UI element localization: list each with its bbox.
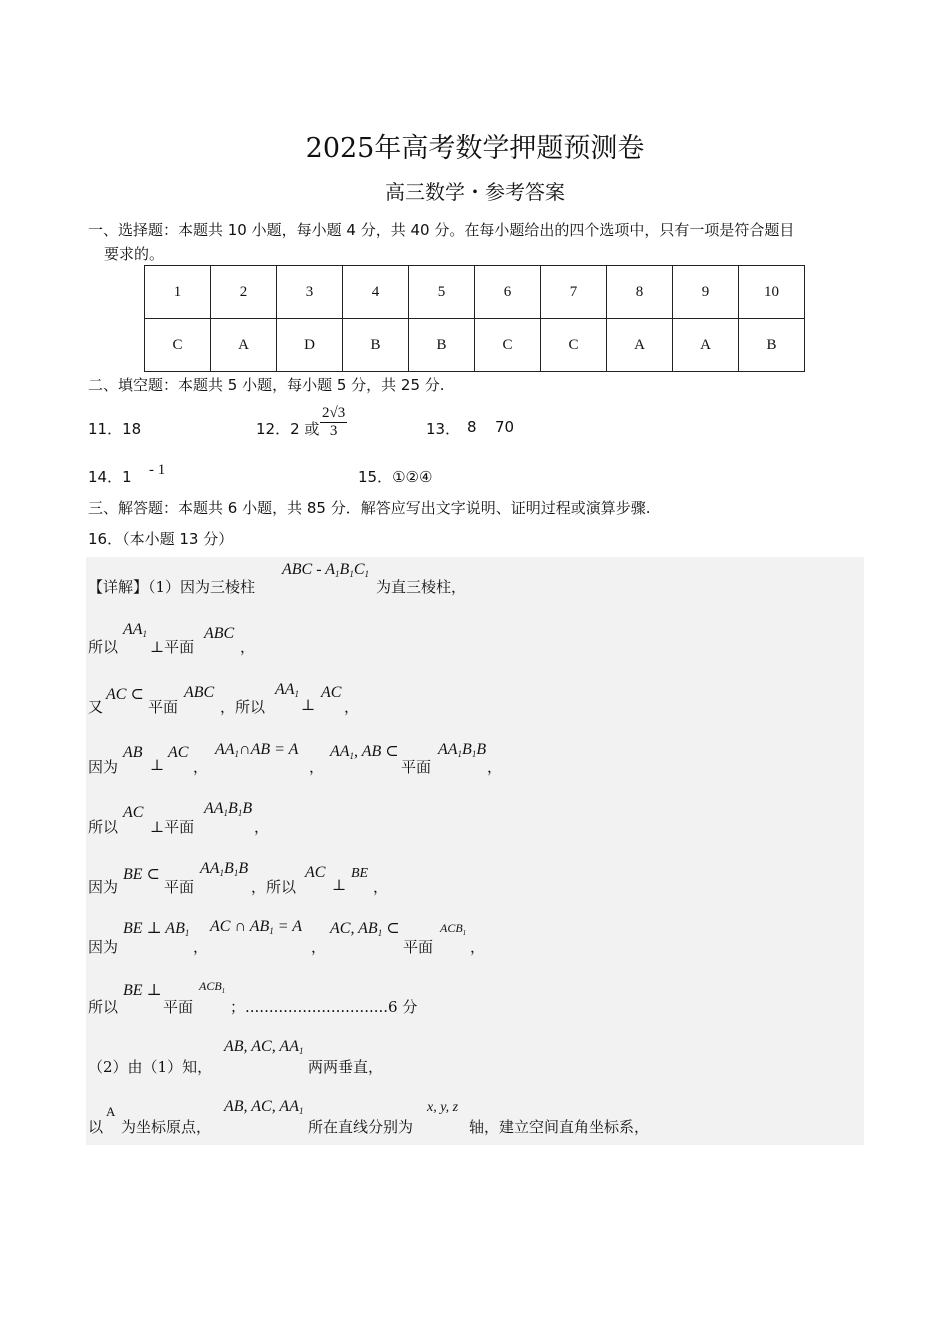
detail-line8-math: BE ⊥ — [123, 982, 162, 999]
table-cell: 7 — [541, 266, 607, 319]
table-cell: C — [145, 319, 211, 372]
detail-line5-math2 — [204, 800, 252, 818]
detail-line5-suffix: ， — [254, 818, 270, 836]
detail-line9-prefix: （2）由（1）知， — [88, 1058, 213, 1076]
detail-line1-math — [282, 561, 369, 579]
detail-line6-math4: BE — [351, 866, 369, 881]
detail-line10-math3: x, y, z — [427, 1100, 459, 1115]
math-subscript: 1 — [298, 1106, 304, 1116]
table-cell: C — [475, 319, 541, 372]
detail-line7-plane: 平面 — [403, 938, 434, 956]
section3-heading: 三、解答题：本题共 6 小题，共 85 分．解答应写出文字说明、证明过程或演算步骤. — [88, 499, 651, 517]
detail-line3-perp: ⊥ — [301, 696, 316, 714]
answer-q13-a: 8 — [467, 418, 477, 436]
detail-line3-prefix: 又 — [88, 698, 104, 716]
math-subscript: 1 — [298, 1046, 304, 1056]
detail-line4-suffix: ， — [487, 758, 503, 776]
math-subscript: 1 — [462, 929, 467, 937]
table-row-numbers — [145, 266, 805, 319]
detail-line6-mid: ，所以 — [251, 878, 297, 896]
table-cell: 8 — [607, 266, 673, 319]
detail-line8-prefix: 所以 — [88, 998, 119, 1016]
math-subscript: 1 — [233, 868, 239, 878]
answer-q14-extra: - 1 — [149, 462, 166, 478]
detail-line5-perp: ⊥平面 — [150, 818, 195, 836]
table-cell: B — [409, 319, 475, 372]
detail-line9-math — [224, 1038, 303, 1056]
answer-q12: 12．2 或 — [256, 420, 320, 438]
math-text: BE ⊥ AB — [123, 920, 185, 937]
table-cell: B — [739, 319, 805, 372]
detail-line2-perp: ⊥平面 — [150, 638, 195, 656]
detail-line6-math3: AC — [305, 864, 326, 881]
math-text: AA — [200, 860, 220, 877]
math-text: AA — [215, 741, 235, 758]
detail-line7-prefix: 因为 — [88, 938, 119, 956]
math-text: AA — [275, 681, 295, 698]
detail-line3-math4: AC — [321, 684, 342, 701]
detail-line8-math2 — [199, 979, 225, 995]
detail-line2-math — [123, 621, 147, 639]
answer-table — [144, 265, 805, 372]
detail-line3-math3 — [275, 681, 299, 699]
detail-line4-comma2: ， — [309, 758, 325, 776]
detail-line5-math: AC — [123, 804, 144, 821]
detail-line10-math2 — [224, 1098, 303, 1116]
math-text: AA — [438, 741, 458, 758]
detail-line6-perp: ⊥ — [332, 876, 347, 894]
detail-line1-suffix: 为直三棱柱， — [376, 578, 467, 596]
math-text: ∩AB = A — [239, 741, 299, 758]
section2-heading: 二、填空题：本题共 5 小题，每小题 5 分，共 25 分. — [88, 376, 445, 394]
detail-line4-math3 — [215, 741, 298, 759]
math-subscript: 1 — [364, 569, 369, 579]
answer-q13-b: 70 — [495, 418, 515, 436]
math-subscript: 1 — [349, 751, 355, 761]
detail-line8-plane: 平面 — [163, 998, 194, 1016]
math-subscript: 1 — [269, 926, 274, 936]
math-text: AC, AB — [330, 920, 378, 937]
detail-line8-suffix: ；..............................6 分 — [230, 998, 418, 1016]
detail-line6-suffix: ， — [373, 878, 389, 896]
detail-line7-math2 — [210, 918, 302, 936]
page-title: 2025年高考数学押题预测卷 — [305, 133, 645, 164]
detail-line10-mid: 为坐标原点， — [121, 1118, 212, 1136]
math-text: , AB ⊂ — [354, 743, 399, 760]
table-cell: B — [343, 319, 409, 372]
page-subtitle: 高三数学・参考答案 — [385, 180, 565, 204]
detail-line10-math: A — [106, 1104, 116, 1119]
math-text: AA — [123, 621, 143, 638]
detail-line7-math1 — [123, 918, 189, 938]
detail-line3-math: AC ⊂ — [106, 686, 144, 703]
math-text: B — [476, 741, 487, 758]
table-cell: A — [673, 319, 739, 372]
detail-line3-mid: ，所以 — [220, 698, 266, 716]
detail-line5-prefix: 所以 — [88, 818, 119, 836]
table-cell: 4 — [343, 266, 409, 319]
math-text: AB, AC, AA — [224, 1098, 299, 1115]
detail-line4-math4 — [330, 741, 399, 761]
table-cell: 5 — [409, 266, 475, 319]
detail-line7-suffix: ， — [470, 938, 486, 956]
detail-line2-math2: ABC — [204, 625, 235, 642]
table-row-answers — [145, 319, 805, 372]
detail-line1-prefix: 【详解】（1）因为三棱柱 — [88, 578, 256, 596]
detail-line4-comma: ， — [193, 758, 209, 776]
detail-line10-prefix: 以 — [88, 1118, 104, 1136]
table-cell: C — [541, 319, 607, 372]
table-cell: A — [607, 319, 673, 372]
math-subscript: 1 — [335, 569, 340, 579]
math-subscript: 1 — [234, 749, 240, 759]
section1-heading-line2: 要求的。 — [104, 245, 165, 263]
math-subscript: 1 — [457, 749, 463, 759]
math-text: B — [238, 860, 249, 877]
math-text: B — [242, 800, 253, 817]
math-text: ACB — [440, 921, 463, 935]
question16-heading: 16．（本小题 13 分） — [88, 530, 234, 548]
math-subscript: 1 — [237, 808, 243, 818]
math-subscript: 1 — [142, 629, 148, 639]
detail-line2-prefix: 所以 — [88, 638, 119, 656]
detail-line3-plane: 平面 — [148, 698, 179, 716]
math-text: B — [339, 561, 350, 578]
detail-line6-prefix: 因为 — [88, 878, 119, 896]
table-cell: 3 — [277, 266, 343, 319]
fraction — [320, 405, 347, 440]
math-text: B — [462, 741, 472, 758]
math-text: ⊂ — [386, 920, 400, 937]
fraction-numerator: 2√3 — [322, 405, 346, 421]
detail-line6-math: BE ⊂ — [123, 866, 160, 883]
answer-q14: 14．1 — [88, 468, 132, 486]
section1-heading-line1: 一、选择题：本题共 10 小题，每小题 4 分，共 40 分。在每小题给出的四个选项中，只有一项是符合题目 — [88, 221, 795, 239]
math-text: = A — [277, 918, 303, 935]
table-cell: D — [277, 319, 343, 372]
detail-line7-math3 — [330, 918, 400, 938]
math-subscript: 1 — [471, 749, 477, 759]
table-cell: 9 — [673, 266, 739, 319]
math-text: ABC - A — [282, 561, 336, 578]
detail-line10-mid2: 所在直线分别为 — [308, 1118, 414, 1136]
math-subscript: 1 — [221, 987, 226, 995]
detail-line7-comma2: ， — [311, 938, 327, 956]
detail-line4-math1: AB — [123, 744, 143, 761]
math-subscript: 1 — [219, 868, 225, 878]
answer-q15: 15．①②④ — [358, 468, 433, 486]
detail-line4-math2: AC — [168, 744, 189, 761]
fraction-denominator: 3 — [329, 423, 338, 439]
math-text: ACB — [199, 979, 222, 993]
answer-q12-fraction — [320, 405, 347, 440]
detail-line4-perp: ⊥ — [150, 756, 165, 774]
detail-line6-plane: 平面 — [164, 878, 195, 896]
table-cell: 6 — [475, 266, 541, 319]
detail-line4-prefix: 因为 — [88, 758, 119, 776]
detail-line6-math2 — [200, 860, 248, 878]
table-cell: A — [211, 319, 277, 372]
math-subscript: 1 — [377, 928, 383, 938]
detail-line7-math4 — [440, 921, 466, 937]
math-text: AC ∩ AB — [210, 918, 270, 935]
answer-q11: 11．18 — [88, 420, 142, 438]
math-text: B — [224, 860, 234, 877]
math-text: AA — [204, 800, 224, 817]
table-cell: 2 — [211, 266, 277, 319]
detail-line10-suffix: 轴，建立空间直角坐标系， — [469, 1118, 650, 1136]
answer-q13-label: 13． — [426, 420, 461, 438]
math-subscript: 1 — [184, 928, 190, 938]
table-cell: 10 — [739, 266, 805, 319]
detail-line7-comma: ， — [193, 938, 209, 956]
detail-line2-suffix: ， — [240, 638, 256, 656]
table-cell: 1 — [145, 266, 211, 319]
detail-line3-suffix: ， — [344, 698, 360, 716]
detail-line3-math2: ABC — [184, 684, 215, 701]
detail-line9-suffix: 两两垂直， — [308, 1058, 384, 1076]
math-text: AB, AC, AA — [224, 1038, 299, 1055]
math-text: AA — [330, 743, 350, 760]
math-text: B — [228, 800, 238, 817]
math-subscript: 1 — [223, 808, 229, 818]
detail-line4-plane: 平面 — [401, 758, 432, 776]
detail-line4-math5 — [438, 741, 486, 759]
math-text: C — [353, 561, 365, 578]
math-subscript: 1 — [294, 689, 300, 699]
math-subscript: 1 — [349, 569, 354, 579]
